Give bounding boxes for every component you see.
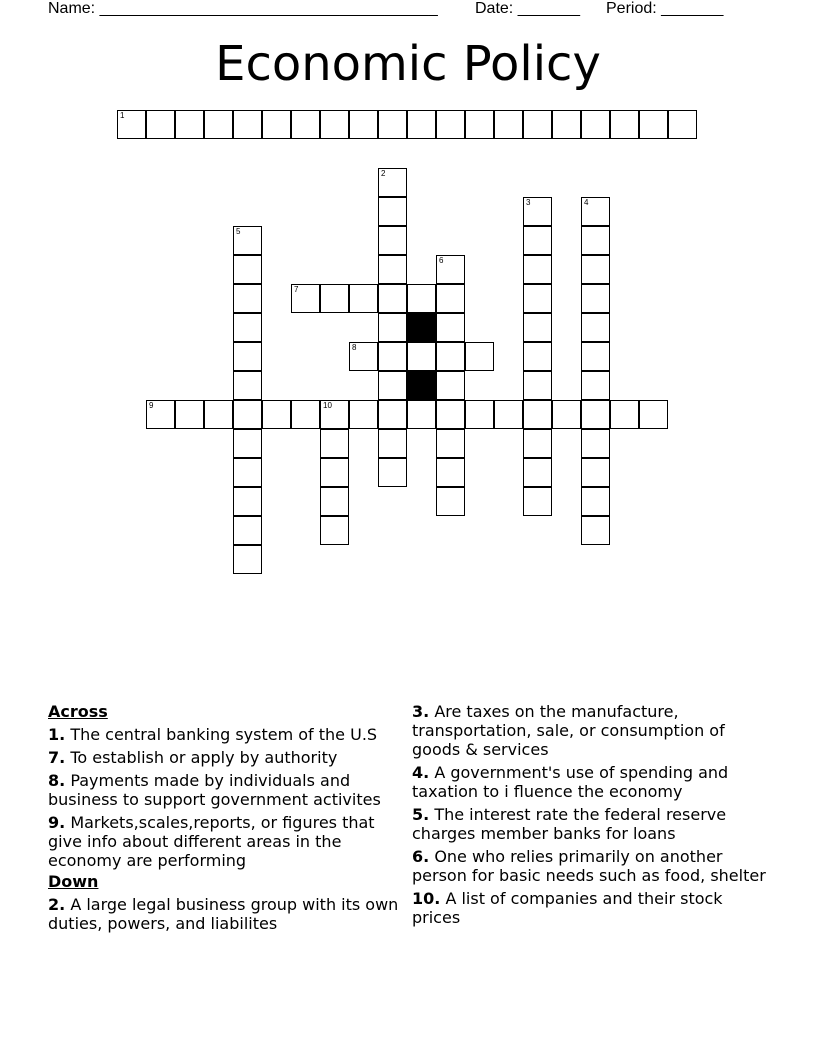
crossword-cell[interactable] bbox=[436, 313, 465, 342]
crossword-cell[interactable] bbox=[523, 400, 552, 429]
crossword-cell[interactable] bbox=[378, 371, 407, 400]
crossword-cell[interactable] bbox=[523, 197, 552, 226]
clue-text: Markets,scales,reports, or figures that give info about different areas in the economy are performing bbox=[48, 813, 375, 870]
name-field-label: Name: ______________________________________ bbox=[48, 0, 438, 17]
clue-number: 10. bbox=[412, 889, 441, 908]
clue-number: 2. bbox=[48, 895, 66, 914]
crossword-cell[interactable] bbox=[349, 110, 378, 139]
crossword-cell[interactable] bbox=[581, 255, 610, 284]
crossword-cell[interactable] bbox=[378, 400, 407, 429]
across-heading: Across bbox=[48, 702, 108, 721]
crossword-cell[interactable] bbox=[378, 429, 407, 458]
cell-number: 7 bbox=[294, 285, 299, 294]
crossword-cell[interactable] bbox=[581, 197, 610, 226]
crossword-cell[interactable] bbox=[581, 516, 610, 545]
crossword-cell[interactable] bbox=[378, 458, 407, 487]
clue-number: 1. bbox=[48, 725, 66, 744]
crossword-cell[interactable] bbox=[233, 487, 262, 516]
crossword-cell[interactable] bbox=[378, 226, 407, 255]
crossword-cell[interactable] bbox=[291, 400, 320, 429]
date-field-label: Date: _______ bbox=[475, 0, 580, 17]
crossword-cell[interactable] bbox=[610, 110, 639, 139]
cell-number: 9 bbox=[149, 401, 154, 410]
clue-number: 4. bbox=[412, 763, 430, 782]
crossword-cell[interactable] bbox=[378, 110, 407, 139]
clue-down-10 bbox=[412, 889, 772, 927]
clue-text: One who relies primarily on another person for basic needs such as food, shelter bbox=[412, 847, 766, 885]
crossword-cell[interactable] bbox=[436, 429, 465, 458]
crossword-cell[interactable] bbox=[581, 284, 610, 313]
crossword-cell[interactable] bbox=[233, 429, 262, 458]
crossword-cell[interactable] bbox=[378, 342, 407, 371]
clue-text: To establish or apply by authority bbox=[70, 748, 338, 767]
crossword-cell[interactable] bbox=[581, 487, 610, 516]
crossword-cell[interactable] bbox=[523, 226, 552, 255]
crossword-cell[interactable] bbox=[523, 313, 552, 342]
crossword-cell[interactable] bbox=[320, 516, 349, 545]
crossword-cell[interactable] bbox=[204, 110, 233, 139]
crossword-cell[interactable] bbox=[465, 342, 494, 371]
clues-right-column bbox=[412, 702, 772, 931]
crossword-cell[interactable] bbox=[320, 429, 349, 458]
crossword-cell[interactable] bbox=[436, 371, 465, 400]
crossword-cell[interactable] bbox=[320, 487, 349, 516]
crossword-cell[interactable] bbox=[378, 284, 407, 313]
clue-text: A list of companies and their stock prices bbox=[412, 889, 723, 927]
crossword-cell[interactable] bbox=[552, 400, 581, 429]
crossword-cell[interactable] bbox=[233, 400, 262, 429]
crossword-cell[interactable] bbox=[233, 371, 262, 400]
crossword-cell[interactable] bbox=[233, 313, 262, 342]
down-heading: Down bbox=[48, 872, 99, 891]
crossword-cell[interactable] bbox=[639, 400, 668, 429]
crossword-cell[interactable] bbox=[378, 313, 407, 342]
cell-number: 1 bbox=[120, 111, 125, 120]
crossword-cell[interactable] bbox=[146, 110, 175, 139]
crossword-cell[interactable] bbox=[233, 226, 262, 255]
crossword-cell[interactable] bbox=[610, 400, 639, 429]
cell-number: 4 bbox=[584, 198, 589, 207]
clue-number: 3. bbox=[412, 702, 430, 721]
clue-text: Payments made by individuals and business to support government activites bbox=[48, 771, 381, 809]
crossword-cell[interactable] bbox=[436, 110, 465, 139]
crossword-cell[interactable] bbox=[204, 400, 233, 429]
crossword-cell[interactable] bbox=[291, 284, 320, 313]
crossword-cell[interactable] bbox=[233, 516, 262, 545]
crossword-cell[interactable] bbox=[407, 342, 436, 371]
clue-across-7 bbox=[48, 748, 408, 767]
crossword-cell[interactable] bbox=[407, 400, 436, 429]
clue-across-9 bbox=[48, 813, 408, 870]
crossword-cell[interactable] bbox=[523, 342, 552, 371]
crossword-cell[interactable] bbox=[349, 284, 378, 313]
crossword-cell[interactable] bbox=[581, 226, 610, 255]
cell-number: 5 bbox=[236, 227, 241, 236]
crossword-cell[interactable] bbox=[349, 342, 378, 371]
clue-text: The interest rate the federal reserve charges member banks for loans bbox=[412, 805, 727, 843]
crossword-cell[interactable] bbox=[523, 255, 552, 284]
crossword-cell[interactable] bbox=[523, 371, 552, 400]
crossword-cell[interactable] bbox=[436, 342, 465, 371]
crossword-cell[interactable] bbox=[233, 255, 262, 284]
clue-across-8 bbox=[48, 771, 408, 809]
clue-number: 8. bbox=[48, 771, 66, 790]
clue-across-1 bbox=[48, 725, 408, 744]
crossword-cell[interactable] bbox=[233, 110, 262, 139]
cell-number: 8 bbox=[352, 343, 357, 352]
crossword-cell[interactable] bbox=[494, 110, 523, 139]
crossword-cell[interactable] bbox=[378, 168, 407, 197]
clue-text: A government's use of spending and taxation to i fluence the economy bbox=[412, 763, 729, 801]
crossword-cell[interactable] bbox=[581, 342, 610, 371]
crossword-cell[interactable] bbox=[233, 284, 262, 313]
crossword-cell[interactable] bbox=[233, 458, 262, 487]
clue-down-6 bbox=[412, 847, 772, 885]
crossword-cell[interactable] bbox=[320, 284, 349, 313]
crossword-cell[interactable] bbox=[436, 487, 465, 516]
crossword-cell[interactable] bbox=[407, 110, 436, 139]
crossword-cell[interactable] bbox=[262, 400, 291, 429]
cell-number: 6 bbox=[439, 256, 444, 265]
crossword-cell[interactable] bbox=[175, 400, 204, 429]
cell-number: 10 bbox=[323, 401, 332, 410]
cell-number: 2 bbox=[381, 169, 386, 178]
clue-down-5 bbox=[412, 805, 772, 843]
crossword-cell[interactable] bbox=[378, 255, 407, 284]
crossword-cell[interactable] bbox=[581, 313, 610, 342]
crossword-cell[interactable] bbox=[523, 284, 552, 313]
crossword-cell[interactable] bbox=[436, 458, 465, 487]
clue-number: 9. bbox=[48, 813, 66, 832]
clue-text: Are taxes on the manufacture, transportation, sale, or consumption of goods & services bbox=[412, 702, 725, 759]
crossword-cell[interactable] bbox=[494, 400, 523, 429]
crossword-cell[interactable] bbox=[552, 110, 581, 139]
crossword-cell[interactable] bbox=[436, 284, 465, 313]
crossword-cell[interactable] bbox=[378, 197, 407, 226]
crossword-cell[interactable] bbox=[320, 110, 349, 139]
crossword-cell[interactable] bbox=[523, 429, 552, 458]
crossword-cell[interactable] bbox=[523, 458, 552, 487]
crossword-cell[interactable] bbox=[523, 487, 552, 516]
crossword-cell[interactable] bbox=[668, 110, 697, 139]
crossword-cell[interactable] bbox=[291, 110, 320, 139]
crossword-cell[interactable] bbox=[349, 400, 378, 429]
clue-down-4 bbox=[412, 763, 772, 801]
clue-number: 6. bbox=[412, 847, 430, 866]
clue-text: The central banking system of the U.S bbox=[70, 725, 378, 744]
crossword-cell[interactable] bbox=[436, 255, 465, 284]
crossword-cell[interactable] bbox=[320, 400, 349, 429]
crossword-cell[interactable] bbox=[262, 110, 291, 139]
crossword-cell[interactable] bbox=[523, 110, 552, 139]
cell-number: 3 bbox=[526, 198, 531, 207]
crossword-cell[interactable] bbox=[233, 342, 262, 371]
crossword-cell[interactable] bbox=[233, 545, 262, 574]
period-field-label: Period: _______ bbox=[606, 0, 724, 17]
crossword-cell[interactable] bbox=[117, 110, 146, 139]
crossword-cell[interactable] bbox=[581, 110, 610, 139]
crossword-cell[interactable] bbox=[407, 284, 436, 313]
clue-number: 5. bbox=[412, 805, 430, 824]
crossword-cell[interactable] bbox=[146, 400, 175, 429]
crossword-cell[interactable] bbox=[581, 371, 610, 400]
crossword-block bbox=[407, 371, 436, 400]
clue-number: 7. bbox=[48, 748, 66, 767]
page-title: Economic Policy bbox=[215, 36, 601, 92]
crossword-cell[interactable] bbox=[639, 110, 668, 139]
clue-down-3 bbox=[412, 702, 772, 759]
crossword-cell[interactable] bbox=[320, 458, 349, 487]
clue-down-2 bbox=[48, 895, 408, 933]
crossword-cell[interactable] bbox=[465, 400, 494, 429]
crossword-cell[interactable] bbox=[581, 400, 610, 429]
crossword-cell[interactable] bbox=[465, 110, 494, 139]
clues-left-column bbox=[48, 702, 408, 937]
crossword-block bbox=[407, 313, 436, 342]
clue-text: A large legal business group with its own duties, powers, and liabilites bbox=[48, 895, 399, 933]
crossword-cell[interactable] bbox=[436, 400, 465, 429]
crossword-cell[interactable] bbox=[581, 429, 610, 458]
crossword-cell[interactable] bbox=[175, 110, 204, 139]
crossword-cell[interactable] bbox=[581, 458, 610, 487]
